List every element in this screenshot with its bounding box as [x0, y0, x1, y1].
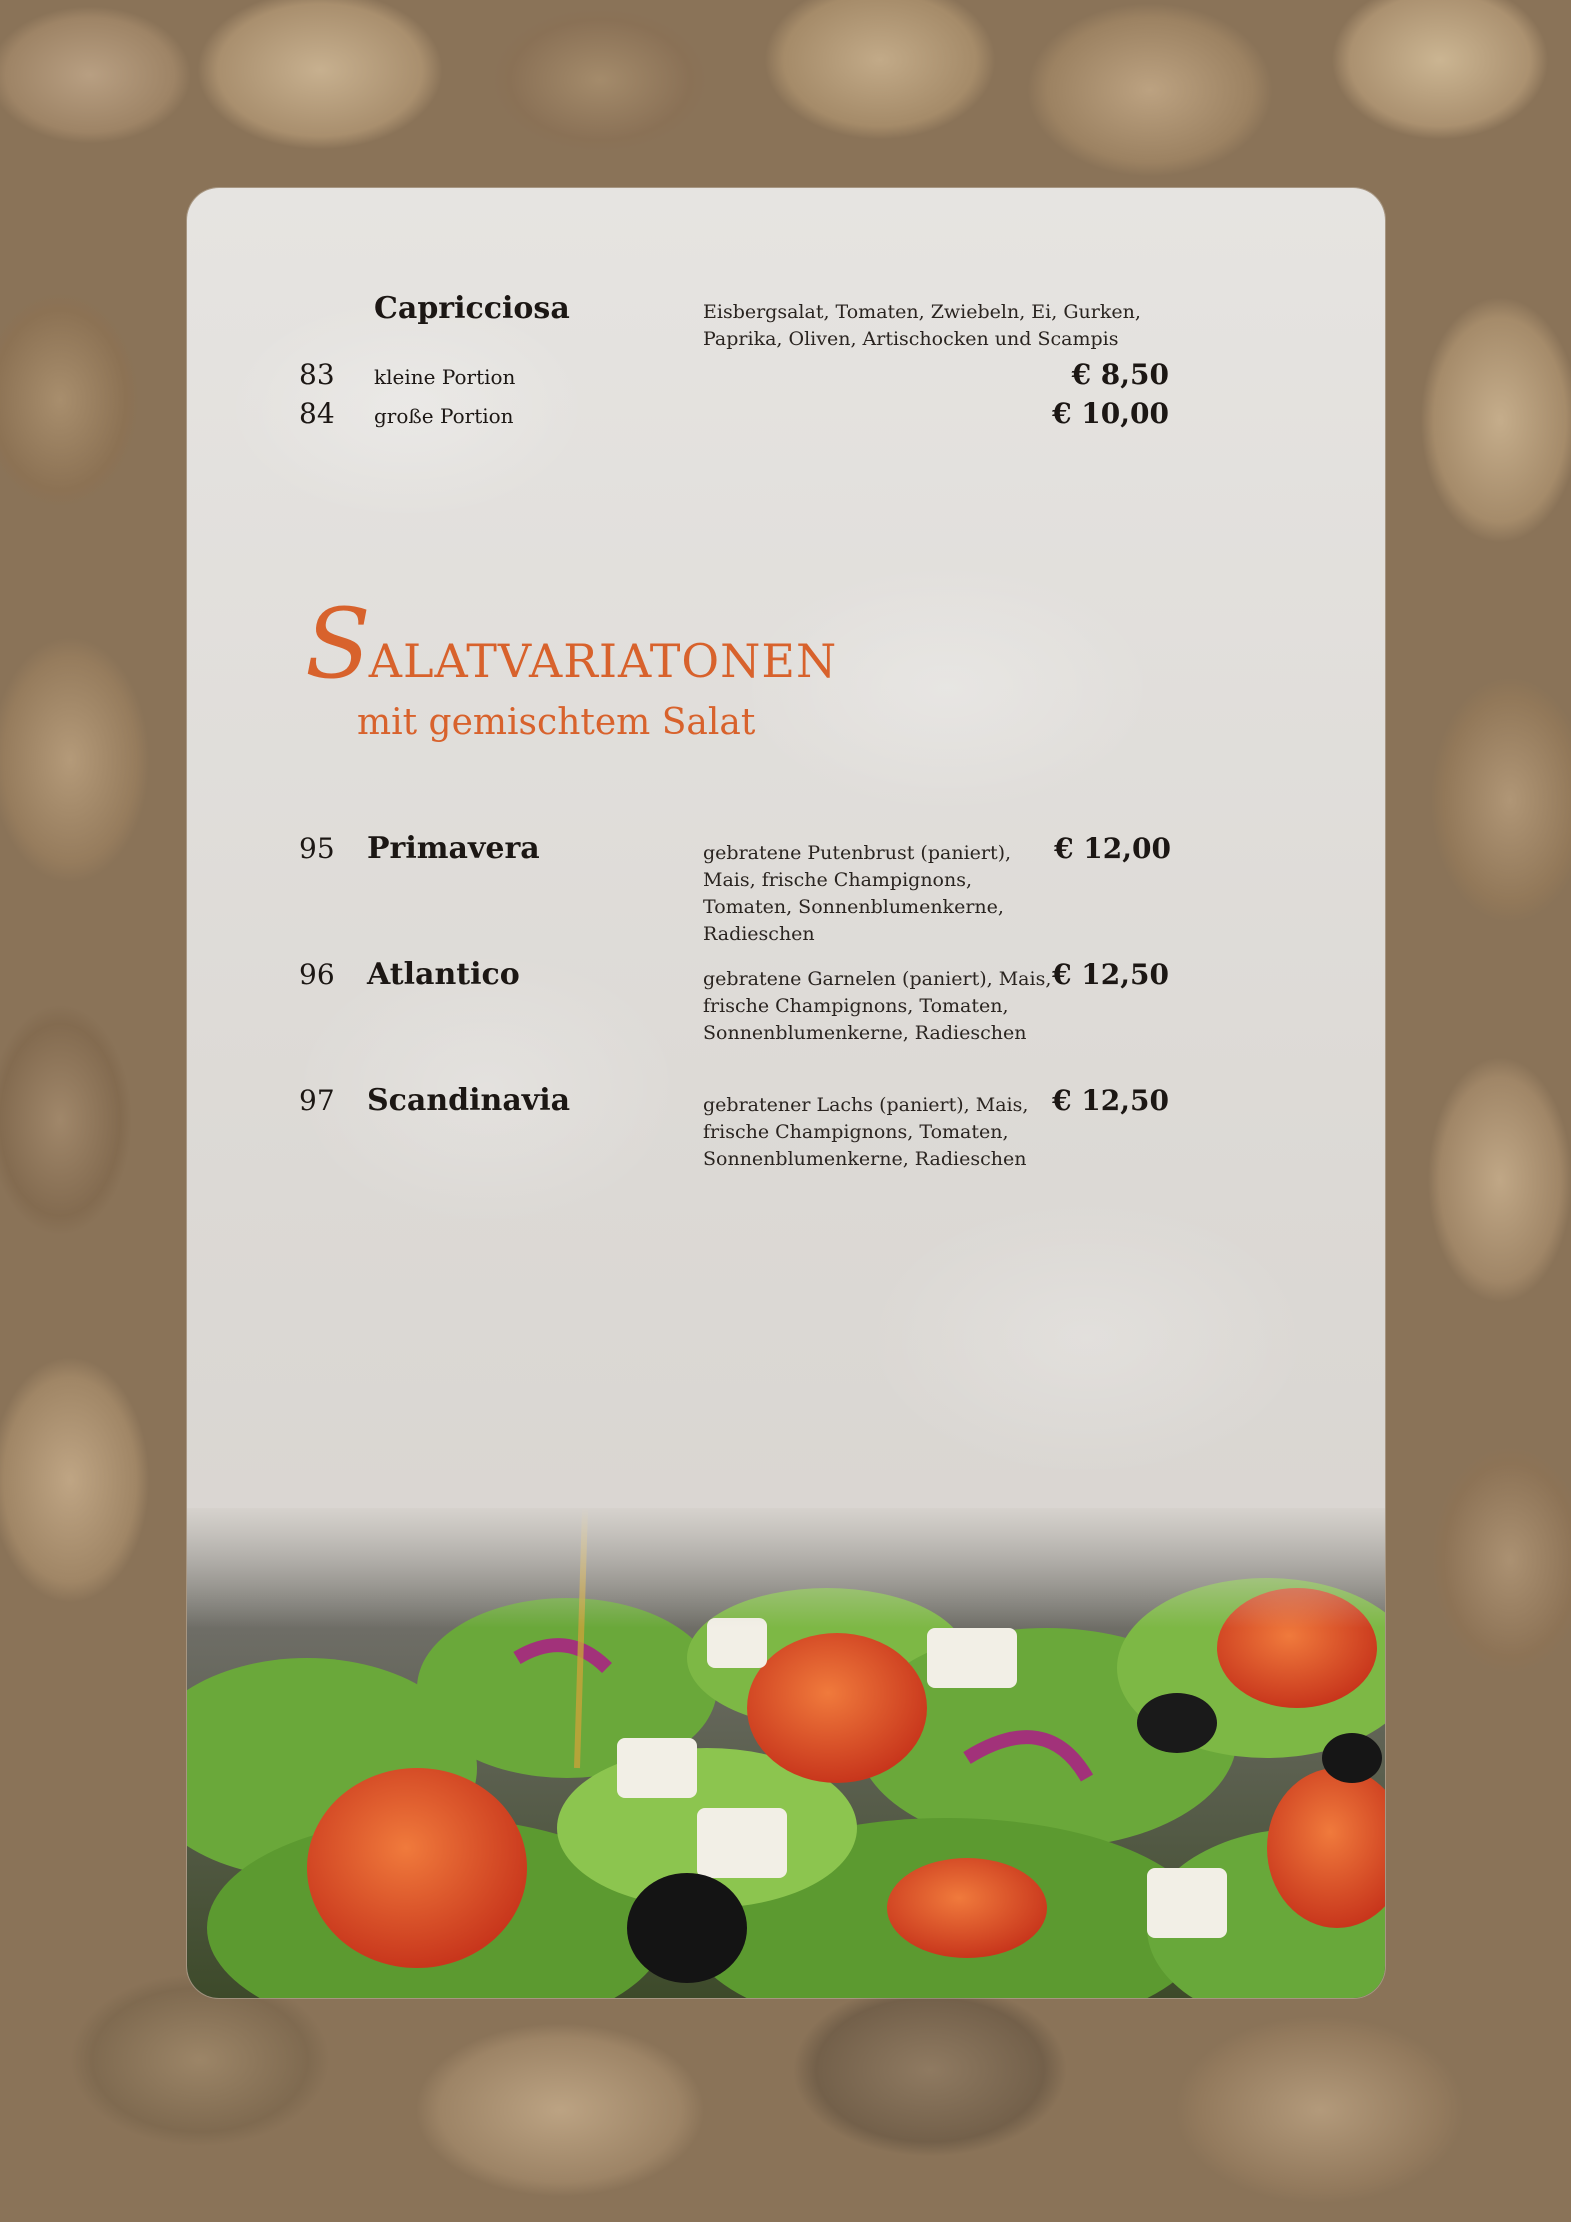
dish-name-capricciosa: Capricciosa [374, 291, 570, 326]
menu-card [187, 188, 1385, 1998]
section-title-initial: S [305, 588, 369, 700]
dish-description: gebratene Putenbrust (paniert), Mais, frische Champignons, Tomaten, Sonnenblumenkerne, Radieschen [703, 842, 1012, 945]
portion-label-small: kleine Portion [374, 365, 516, 389]
dish-number: 95 [299, 832, 335, 865]
portion-price-small: € 8,50 [1071, 358, 1169, 391]
photo-fade [187, 1508, 1385, 1628]
section-title [305, 588, 837, 700]
section-subtitle: mit gemischtem Salat [357, 702, 756, 743]
dish-description: gebratene Garnelen (paniert), Mais, frische Champignons, Tomaten, Sonnenblumenkerne, Radieschen [703, 968, 1052, 1044]
dish-number: 96 [299, 958, 335, 991]
portion-number-large: 84 [299, 397, 335, 430]
dish-price: € 12,50 [1052, 1084, 1169, 1117]
dish-price: € 12,00 [1054, 832, 1171, 865]
dish-number: 97 [299, 1084, 335, 1117]
dish-price: € 12,50 [1052, 958, 1169, 991]
portion-price-large: € 10,00 [1052, 397, 1169, 430]
portion-label-large: große Portion [374, 404, 514, 428]
dish-name: Primavera [367, 831, 540, 866]
section-title-rest: ALATVARIATONEN [368, 634, 838, 688]
dish-name: Scandinavia [367, 1083, 571, 1118]
dish-description: gebratener Lachs (paniert), Mais, frische Champignons, Tomaten, Sonnenblumenkerne, Radieschen [703, 1094, 1029, 1170]
dish-description-capricciosa: Eisbergsalat, Tomaten, Zwiebeln, Ei, Gurken, Paprika, Oliven, Artischocken und Scampis [703, 301, 1141, 350]
dish-name: Atlantico [367, 957, 520, 992]
portion-number-small: 83 [299, 358, 335, 391]
